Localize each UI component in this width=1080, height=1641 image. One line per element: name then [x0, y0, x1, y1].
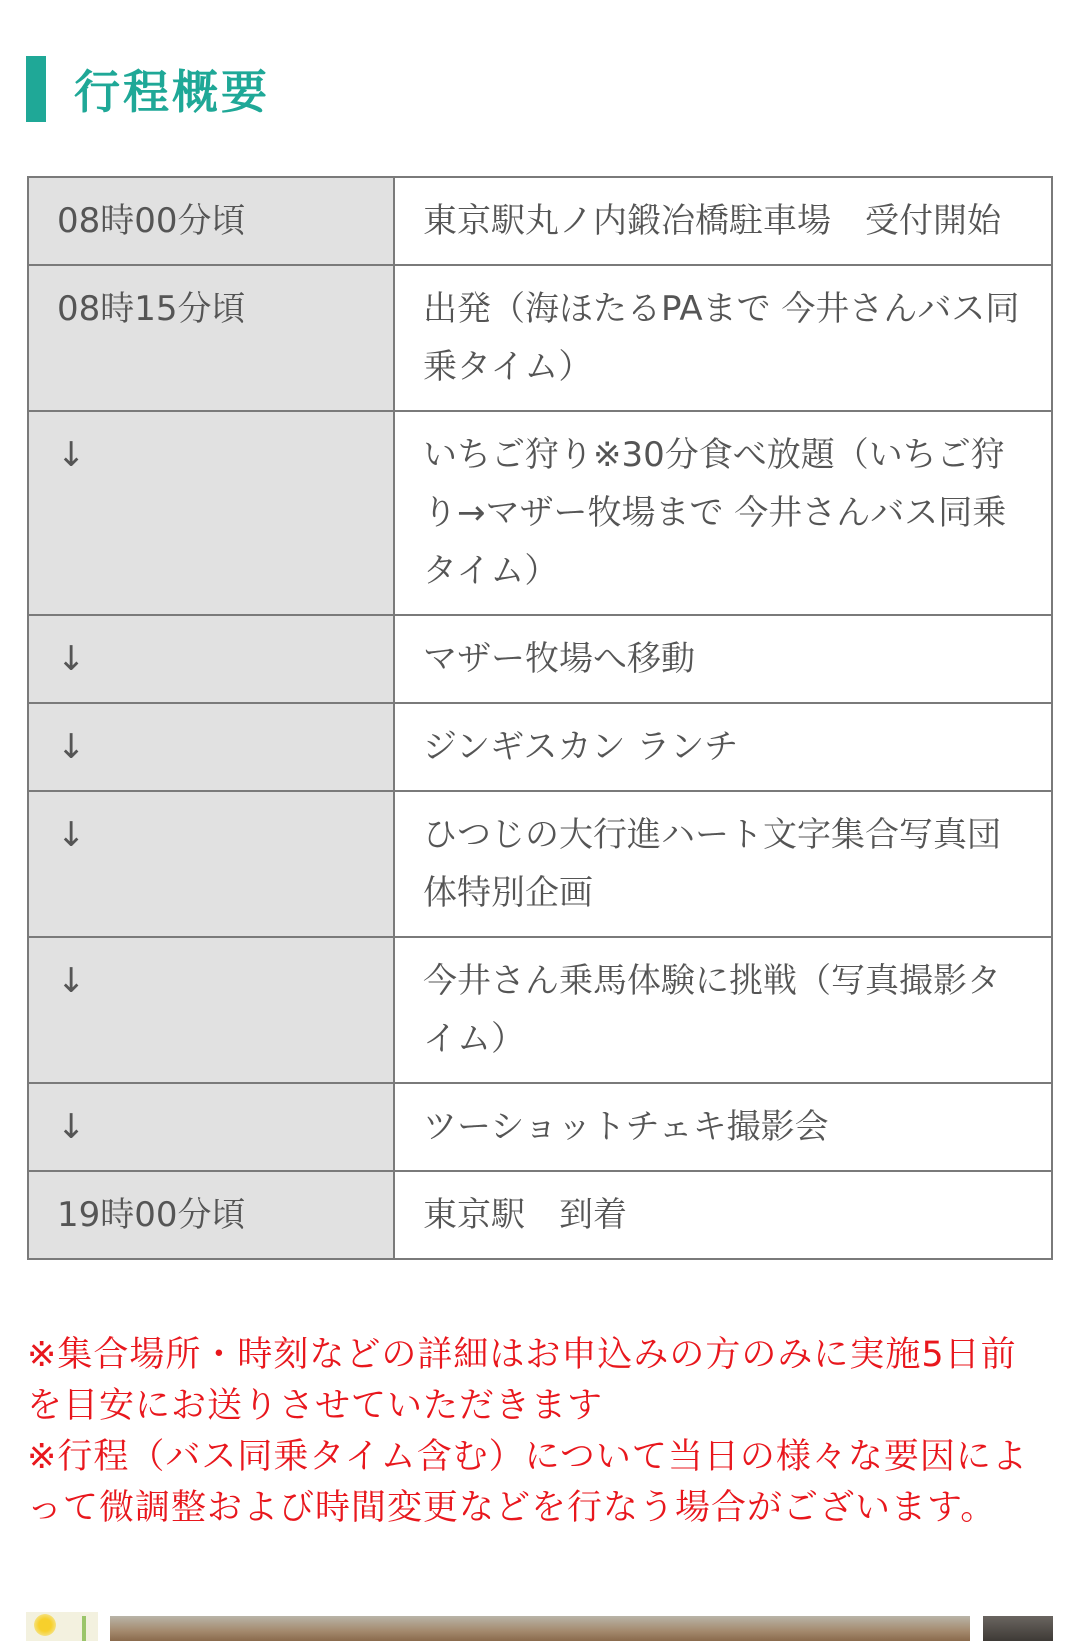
table-row	[28, 1171, 1052, 1259]
time-cell: 19時00分頃	[28, 1171, 394, 1259]
time-cell: 08時00分頃	[28, 177, 394, 265]
gallery-main-photo[interactable]	[110, 1616, 970, 1641]
table-row	[28, 937, 1052, 1083]
description-cell: 出発（海ほたるPAまで 今井さんバス同乗タイム）	[394, 265, 1052, 411]
table-row	[28, 1083, 1052, 1171]
description-cell: ひつじの大行進ハート文字集合写真団体特別企画	[394, 791, 1052, 937]
time-cell: ↓	[28, 411, 394, 615]
time-cell: ↓	[28, 791, 394, 937]
section-heading	[26, 56, 270, 122]
time-cell: ↓	[28, 937, 394, 1083]
table-row	[28, 615, 1052, 703]
time-cell: 08時15分頃	[28, 265, 394, 411]
table-row	[28, 791, 1052, 937]
description-cell: 東京駅 到着	[394, 1171, 1052, 1259]
table-row	[28, 703, 1052, 791]
description-cell: ツーショットチェキ撮影会	[394, 1083, 1052, 1171]
heading-accent-bar	[26, 56, 46, 122]
flower-image	[34, 1614, 56, 1636]
description-cell: いちご狩り※30分食べ放題（いちご狩り→マザー牧場まで 今井さんバス同乗タイム）	[394, 411, 1052, 615]
description-cell: 東京駅丸ノ内鍛冶橋駐車場 受付開始	[394, 177, 1052, 265]
stem-image	[82, 1616, 86, 1641]
section-title: 行程概要	[74, 65, 270, 119]
table-row	[28, 177, 1052, 265]
time-cell: ↓	[28, 615, 394, 703]
description-cell: マザー牧場へ移動	[394, 615, 1052, 703]
notice-line: ※行程（バス同乗タイム含む）について当日の様々な要因によって微調整および時間変更などを行なう場合がございます。	[27, 1437, 1028, 1528]
gallery-thumbnail[interactable]	[26, 1612, 98, 1641]
itinerary-table	[27, 176, 1053, 1260]
time-cell: ↓	[28, 703, 394, 791]
notice-text	[27, 1330, 1047, 1534]
description-cell: ジンギスカン ランチ	[394, 703, 1052, 791]
description-cell: 今井さん乗馬体験に挑戦（写真撮影タイム）	[394, 937, 1052, 1083]
notice-line: ※集合場所・時刻などの詳細はお申込みの方のみに実施5日前を目安にお送りさせていただきます	[27, 1335, 1017, 1426]
time-cell: ↓	[28, 1083, 394, 1171]
table-row	[28, 411, 1052, 615]
table-row	[28, 265, 1052, 411]
photo-gallery-strip[interactable]	[0, 1612, 1080, 1641]
gallery-thumbnail[interactable]	[983, 1616, 1053, 1641]
